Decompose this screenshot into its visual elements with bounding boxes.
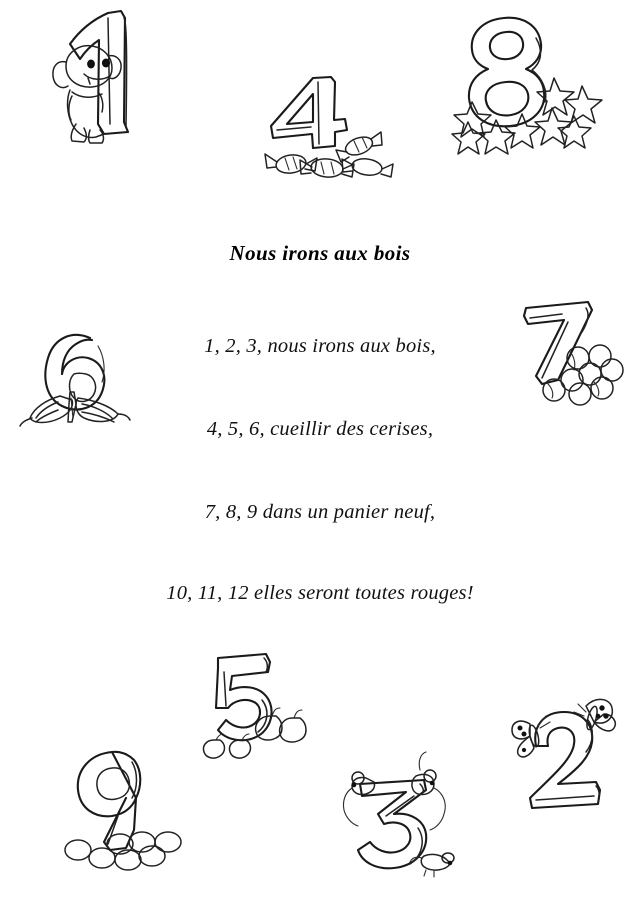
poem-line-4: 10, 11, 12 elles seront toutes rouges!: [166, 582, 474, 604]
numeral-8-glyph: [469, 18, 546, 127]
star-icon-7: [452, 122, 485, 154]
figure-number-4: [255, 72, 395, 182]
poem-lines: [0, 335, 640, 605]
poem-line-2: 4, 5, 6, cueillir des cerises,: [206, 418, 434, 440]
apple-icon-left-2: [229, 734, 250, 758]
figure-number-9: [58, 746, 193, 871]
poem-line-1: 1, 2, 3, nous irons aux bois,: [204, 335, 436, 357]
figure-number-8: [448, 8, 608, 148]
figure-number-2: [510, 694, 630, 824]
pebbles-icon: [65, 832, 181, 870]
candy-icon-left: [265, 153, 317, 175]
figure-number-3: [340, 752, 465, 877]
figure-number-1: [28, 4, 158, 154]
candy-icon-right-upper: [336, 132, 382, 162]
poem-line-3: 7, 8, 9 dans un panier neuf,: [204, 501, 436, 523]
figure-number-5: [190, 652, 320, 762]
numeral-4-glyph: [271, 77, 347, 148]
numeral-2-glyph: [530, 712, 600, 808]
mouse-icon-bottom: [410, 853, 454, 877]
apple-icon-right-2: [280, 710, 306, 742]
butterfly-icon-left: [512, 716, 550, 757]
mouse-icon-left: [343, 772, 374, 826]
numeral-5-glyph: [216, 654, 272, 740]
poem-title: Nous irons aux bois: [229, 241, 411, 265]
numeral-9-glyph: [78, 752, 140, 850]
star-icon-5: [505, 114, 540, 148]
poem-block: [0, 238, 640, 605]
candy-icon-right-lower: [342, 157, 393, 177]
puppy-dog-icon: [53, 46, 121, 143]
apple-icon-left-1: [203, 734, 224, 758]
